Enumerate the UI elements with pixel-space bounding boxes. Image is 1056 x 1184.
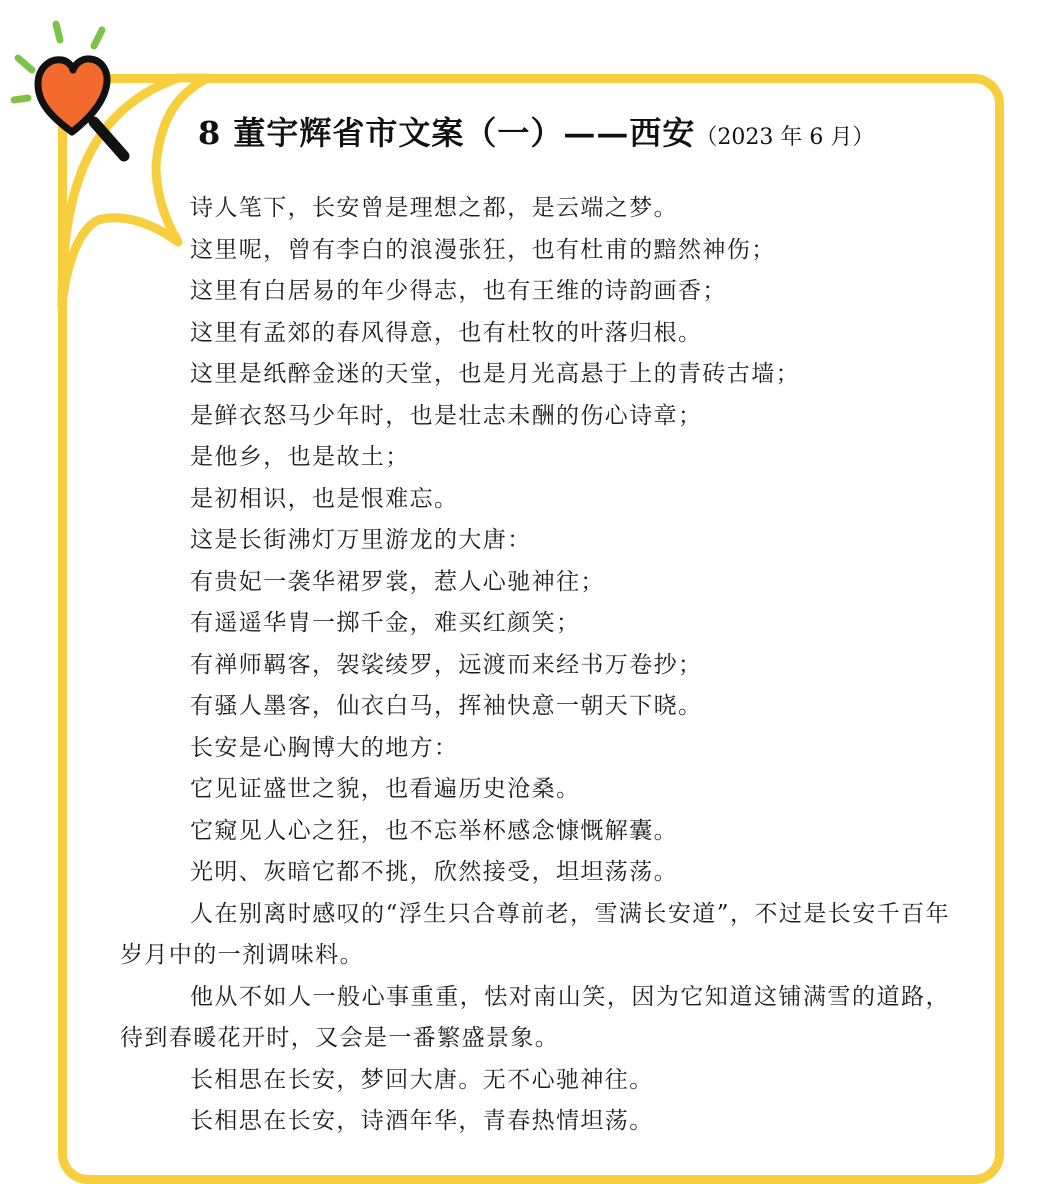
poem-line: 这里是纸醉金迷的天堂，也是月光高悬于上的青砖古墙； (190, 361, 800, 387)
poem-line: 这是长街沸灯万里游龙的大唐： (190, 527, 532, 553)
poem-line: 长安是心胸博大的地方： (190, 734, 459, 761)
poem-line: 这里有孟郊的春风得意，也有杜牧的叶落归根。 (190, 319, 703, 346)
poem-line: 是初相识，也是恨难忘。 (190, 485, 459, 512)
poem-line: 有禅师羁客，袈裟绫罗，远渡而来经书万卷抄； (190, 651, 703, 678)
poem-body (120, 188, 950, 1143)
poem-line: 是鲜衣怒马少年时，也是壮志未酬的伤心诗章； (190, 402, 703, 429)
paragraph: 人在别离时感叹的“浮生只合尊前老，雪满长安道”，不过是长安千百年岁月中的一剂调味料。 (120, 900, 950, 968)
title-number: 8 (198, 114, 222, 152)
page-title (198, 108, 874, 154)
closing-line: 长相思在长安，诗酒年华，青春热情坦荡。 (190, 1108, 654, 1134)
poem-line: 光明、灰暗它都不挑，欣然接受，坦坦荡荡。 (190, 859, 678, 885)
closing-line: 长相思在长安，梦回大唐。无不心驰神往。 (190, 1066, 654, 1093)
title-text: 董宇辉省市文案（一）——西安 (233, 114, 696, 152)
poem-line: 这里有白居易的年少得志，也有王维的诗韵画香； (190, 278, 727, 304)
poem-line: 诗人笔下，长安曾是理想之都，是云端之梦。 (190, 195, 678, 221)
poem-line: 这里呢，曾有李白的浪漫张狂，也有杜甫的黯然神伤； (190, 236, 776, 263)
poem-line: 有遥遥华胄一掷千金，难买红颜笑； (190, 610, 581, 636)
poem-line: 它见证盛世之貌，也看遍历史沧桑。 (190, 776, 581, 802)
poem-line: 它窥见人心之狂，也不忘举杯感念慷慨解囊。 (190, 817, 678, 844)
title-date: （2023 年 6 月） (695, 125, 875, 150)
poem-line: 是他乡，也是故土； (190, 444, 410, 470)
paragraph: 他从不如人一般心事重重，怯对南山笑，因为它知道这铺满雪的道路，待到春暖花开时，又会是一番繁盛景象。 (120, 983, 950, 1051)
poem-line: 有骚人墨客，仙衣白马，挥袖快意一朝天下晓。 (190, 693, 703, 719)
poem-line: 有贵妃一袭华裙罗裳，惹人心驰神往； (190, 568, 605, 595)
heart-magnifier-icon (10, 18, 140, 168)
